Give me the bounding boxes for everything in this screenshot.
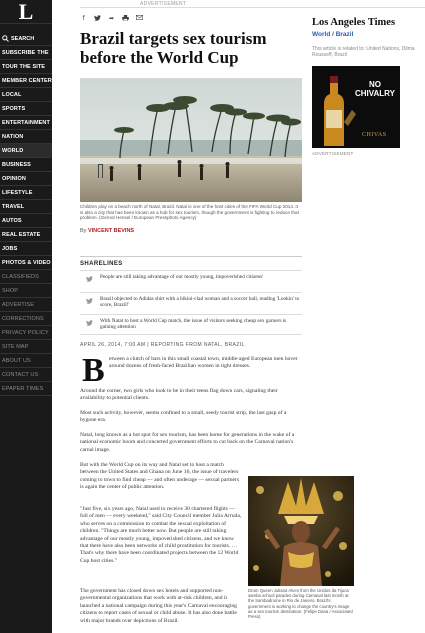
twitter-icon [86,276,93,282]
sidebar-item-label: TOUR THE SITE [2,63,46,70]
sidebar-item-label: WORLD [2,147,24,154]
sidebar-item-label: SPORTS [2,105,26,112]
article-paragraph: But with the World Cup on its way and Natal set to host a match between the United States and Ghana on June 16, the issue of travelers coming to town to find cheap — and often underage — sexual partners is again the center of public attention. [80,462,240,491]
inline-photo[interactable] [248,476,354,586]
sidebar-item-extra: THE [37,49,49,56]
shareline-item[interactable] [80,270,302,280]
sharelines-heading: SHARELINES [80,256,302,267]
sidebar-item-autos[interactable] [0,214,52,228]
shareline-text: With Natal to host a World Cup match, the issue of visitors seeking cheap sex garners is gaining attention [100,318,287,330]
sidebar-item-photos-video[interactable] [0,256,52,270]
sidebar-item-nation[interactable] [0,130,52,144]
sidebar-item-site-map[interactable] [0,340,52,354]
shareline-text: People are still taking advantage of our mostly young, impoverished citizens' [100,274,264,280]
lead-photo-caption: Children play on a beach north of Natal, Brazil. Natal is one of the host cities of the FIFA World Cup 2014. It is also a city that has been known as a hub for sex tourism, though the government is fighting to reduce that problem. (Gernot Hensel / European Pressphoto Agency) [80,204,299,221]
sidebar-item-privacy-policy[interactable] [0,326,52,340]
sidebar-item-local[interactable] [0,88,52,102]
sidebar-item-label: TRAVEL [2,203,25,210]
sidebar-item-label: NATION [2,133,24,140]
sidebar-item-business[interactable] [0,158,52,172]
sidebar-item-label: BUSINESS [2,161,31,168]
shareline-item[interactable] [80,314,302,335]
sidebar-item-about-us[interactable] [0,354,52,368]
sidebar-item-sports[interactable] [0,102,52,116]
related-topics-links[interactable]: United Nations, Dilma Rousseff, Brazil [312,46,415,59]
lat-masthead[interactable]: Los Angeles Times [312,17,396,28]
sidebar-item-world[interactable] [0,144,52,158]
sidebar-item-label: PRIVACY POLICY [2,329,49,336]
lead-photo[interactable] [80,78,302,202]
article-paragraph: Natal, long known as a hot spot for sex tourism, has been home for generations in the wake of a national economic boom and concerted government efforts to cut back on the Carnaval nation's carnal image. [80,432,295,453]
drop-cap: B [82,352,105,389]
share-icon[interactable]: ➦ [108,15,115,22]
sidebar-item-label: MEMBER CENTER [2,77,52,84]
sidebar-item-label: ADVERTISE [2,301,34,308]
sidebar-item-label: ENTERTAINMENT [2,119,50,126]
ad-headline: NO CHIVALRY [355,80,395,98]
sidebar-item-advertise[interactable] [0,298,52,312]
ad-label: ADVERTISEMENT [312,151,354,156]
sidebar-item-label: CONTACT US [2,371,39,378]
sidebar-item-label: OPINION [2,175,26,182]
sidebar-item-label: ABOUT US [2,357,31,364]
sidebar-item-label: SITE MAP [2,343,29,350]
shareline-item[interactable] [80,292,302,308]
top-ad-label: ADVERTISEMENT [80,0,425,8]
byline-author-link[interactable]: VINCENT BEVINS [87,228,135,234]
article-paragraph: "Just five, six years ago, Natal used to receive 30 chartered flights — full of men — every weekend," said City Council member Julia Arruda, who serves on a commission to combat the sexual exploitation of children. "Things are much better now. But people are still taking advantage of our mostly young, impoverished citizens, and we know that there have also been networks of child prostitution for tourists. … That's why there have been coordinated projects between the 12 World Cup host cities." [80,506,242,564]
facebook-icon[interactable]: f [82,15,85,22]
related-topics [312,46,422,59]
sidebar-item-epaper-times[interactable] [0,382,52,396]
article-paragraph: etween a clutch of bars in this small coastal town, middle-aged European men hover around dozens of fresh-faced Brazilian women in tight dresses. [109,356,298,370]
sidebar-item-classifieds[interactable] [0,270,52,284]
sidebar-item-travel[interactable] [0,200,52,214]
dateline: APRIL 26, 2014, 7:00 AM | REPORTING FROM NATAL, BRAZIL [80,342,245,348]
section-breadcrumb[interactable]: World / Brazil [312,31,354,38]
sidebar-item-subscribe[interactable] [0,46,52,60]
print-icon[interactable] [122,15,129,22]
inline-photo-caption: Drum Queen Juliana Alves from the Unidos da Tijuca samba school parades during Carnaval last month at the Sambadrome in Rio de Janeiro. Brazil's government is working to change the country's image as a sex tourism destination. (Felipe Dana / Associated Press) [248,588,353,620]
email-icon[interactable] [136,15,143,22]
twitter-icon [86,298,93,304]
sidebar-item-label: CORRECTIONS [2,315,44,322]
sidebar-item-member-center[interactable] [0,74,52,88]
article-paragraph: The government has closed down sex hotels and supported non-governmental organizations that work with at-risk children, and it launched a national campaign during this year's Carnaval encouraging citizens to report cases of sexual or child abuse. It has also done battle with major brands over depictions of Brazil. [80,588,237,624]
nav-search[interactable] [0,32,52,46]
search-icon [2,35,9,42]
sidebar-item-label: REAL ESTATE [2,231,41,238]
shareline-text: Brazil objected to Adidas shirt with a bikini-clad woman and a soccer ball, reading 'Lookin' to score, Brazil!' [100,296,300,308]
article-paragraph: Around the corner, two girls who look to be in their teens flag down cars, signaling their availability to potential clients. [80,388,278,402]
lat-logo-mark[interactable]: L [0,0,52,24]
sidebar-item-label: SUBSCRIBE [2,49,36,56]
sidebar-item-opinion[interactable] [0,172,52,186]
sidebar-item-lifestyle[interactable] [0,186,52,200]
sidebar-item-contact-us[interactable] [0,368,52,382]
sidebar-item-real-estate[interactable] [0,228,52,242]
sidebar-item-label: PHOTOS & VIDEO [2,259,51,266]
article-paragraph: Most such activity, however, seems confined to a small, seedy tourist strip, the last gasp of a bygone era. [80,410,287,424]
page-title: Brazil targets sex tourism before the World Cup [80,29,267,67]
sidebar-item-label: EPAPER TIMES [2,385,44,392]
left-nav [0,0,52,633]
sidebar-item-shop[interactable] [0,284,52,298]
sidebar-item-jobs[interactable] [0,242,52,256]
related-prefix: This article is related to: [312,46,365,52]
twitter-icon[interactable] [94,15,101,22]
sidebar-item-entertainment[interactable] [0,116,52,130]
sidebar-item-label: LOCAL [2,91,22,98]
sidebar-item-label: AUTOS [2,217,22,224]
sidebar-item-corrections[interactable] [0,312,52,326]
twitter-icon [86,320,93,326]
sidebar-item-label: SHOP [2,287,18,294]
sidebar-item-tour-the-site[interactable] [0,60,52,74]
byline [80,228,134,234]
sidebar-item-label: JOBS [2,245,18,252]
byline-prefix: By [80,228,87,234]
social-share-bar [80,15,143,22]
sidebar-item-label: CLASSIFIEDS [2,273,39,280]
chivas-ad[interactable] [312,66,400,148]
nav-search-label: SEARCH [11,35,35,42]
sidebar-item-label: LIFESTYLE [2,189,33,196]
ad-brand: CHIVAS [362,132,387,138]
